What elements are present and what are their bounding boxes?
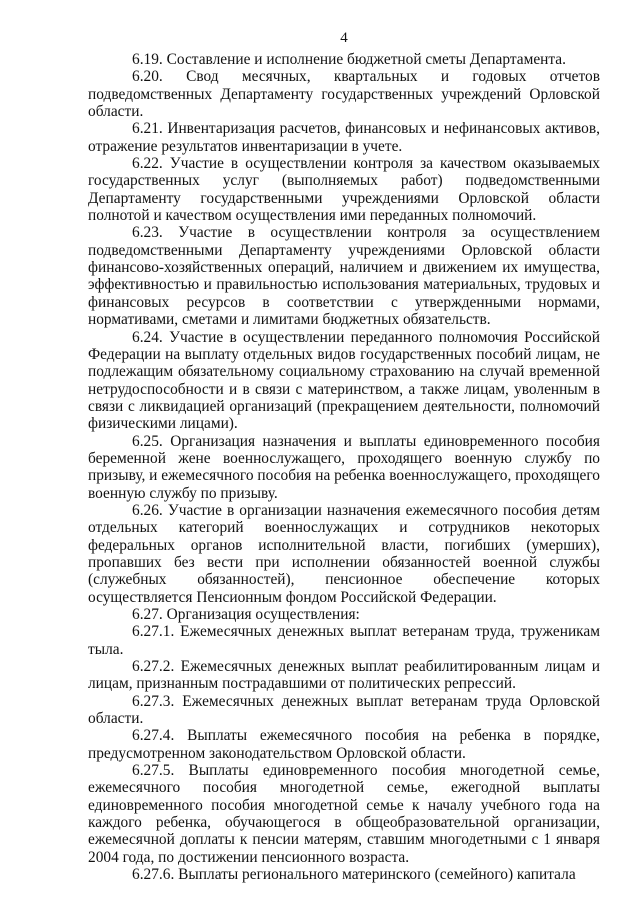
paragraph-6-21: 6.21. Инвентаризация расчетов, финансовых и нефинансовых активов, отражение результатов инвентаризации в учете. [88, 120, 600, 155]
paragraph-6-27-5: 6.27.5. Выплаты единовременного пособия многодетной семье, ежемесячного пособия многодетной семье, ежегодной выплаты единовременного пособия многодетной семье к началу учебного года на каждого ребенка, обучающегося в общеобразовательной организации, ежемесячной доплаты к пенсии матерям, ставшим многодетными с 1 января 2004 года, по достижении пенсионного возраста. [88, 762, 600, 866]
paragraph-6-27: 6.27. Организация осуществления: [132, 606, 360, 623]
paragraph-6-27-2: 6.27.2. Ежемесячных денежных выплат реабилитированным лицам и лицам, признанным пострадавшими от политических репрессий. [88, 658, 600, 693]
paragraph-6-27-6: 6.27.6. Выплаты регионального материнского (семейного) капитала [132, 866, 576, 884]
paragraph-6-24: 6.24. Участие в осуществлении переданного полномочия Российской Федерации на выплату отдельных видов государственных пособий лицам, не подлежащим обязательному социальному страхованию на случай временной нетрудоспособности и в связи с материнством, а также лицам, уволенным в связи с ликвидацией организаций (прекращением деятельности, полномочий физическими лицами). [88, 328, 600, 433]
paragraph-6-23: 6.23. Участие в осуществлении контроля за осуществлением подведомственными Департаменту учреждениями Орловской области финансово-хозяйственных операций, наличием и движением их имущества, эффективностью и правильностью использования материальных, трудовых и финансовых ресурсов в соответствии с утвержденными нормами, нормативами, сметами и лимитами бюджетных обязательств. [88, 224, 600, 329]
paragraph-6-27-1: 6.27.1. Ежемесячных денежных выплат ветеранам труда, труженикам тыла. [88, 623, 600, 658]
paragraph-6-25: 6.25. Организация назначения и выплаты единовременного пособия беременной жене военнослужащего, проходящего военную службу по призыву, и ежемесячного пособия на ребенка военнослужащего, проходящего военную службу по призыву. [88, 432, 600, 502]
page-number: 4 [340, 30, 348, 46]
paragraph-6-19: 6.19. Составление и исполнение бюджетной сметы Департамента. [132, 51, 566, 68]
paragraph-6-26: 6.26. Участие в организации назначения ежемесячного пособия детям отдельных категорий военнослужащих и сотрудников некоторых федеральных органов исполнительной власти, погибших (умерших), пропавших без вести при исполнении обязанностей военной службы (служебных обязанностей), пенсионное обеспечение которых осуществляется Пенсионным фондом Российской Федерации. [88, 501, 600, 606]
paragraph-6-27-3: 6.27.3. Ежемесячных денежных выплат ветеранам труда Орловской области. [88, 692, 600, 728]
paragraph-6-27-4: 6.27.4. Выплаты ежемесячного пособия на ребенка в порядке, предусмотренном законодательством Орловской области. [88, 727, 600, 762]
paragraph-6-20: 6.20. Свод месячных, квартальных и годовых отчетов подведомственных Департаменту государственных учреждений Орловской области. [88, 68, 600, 121]
paragraph-6-22: 6.22. Участие в осуществлении контроля за качеством оказываемых государственных услуг (выполняемых работ) подведомственными Департаменту государственными учреждениями Орловской области полнотой и качеством осуществления ими переданных полномочий. [88, 155, 600, 225]
